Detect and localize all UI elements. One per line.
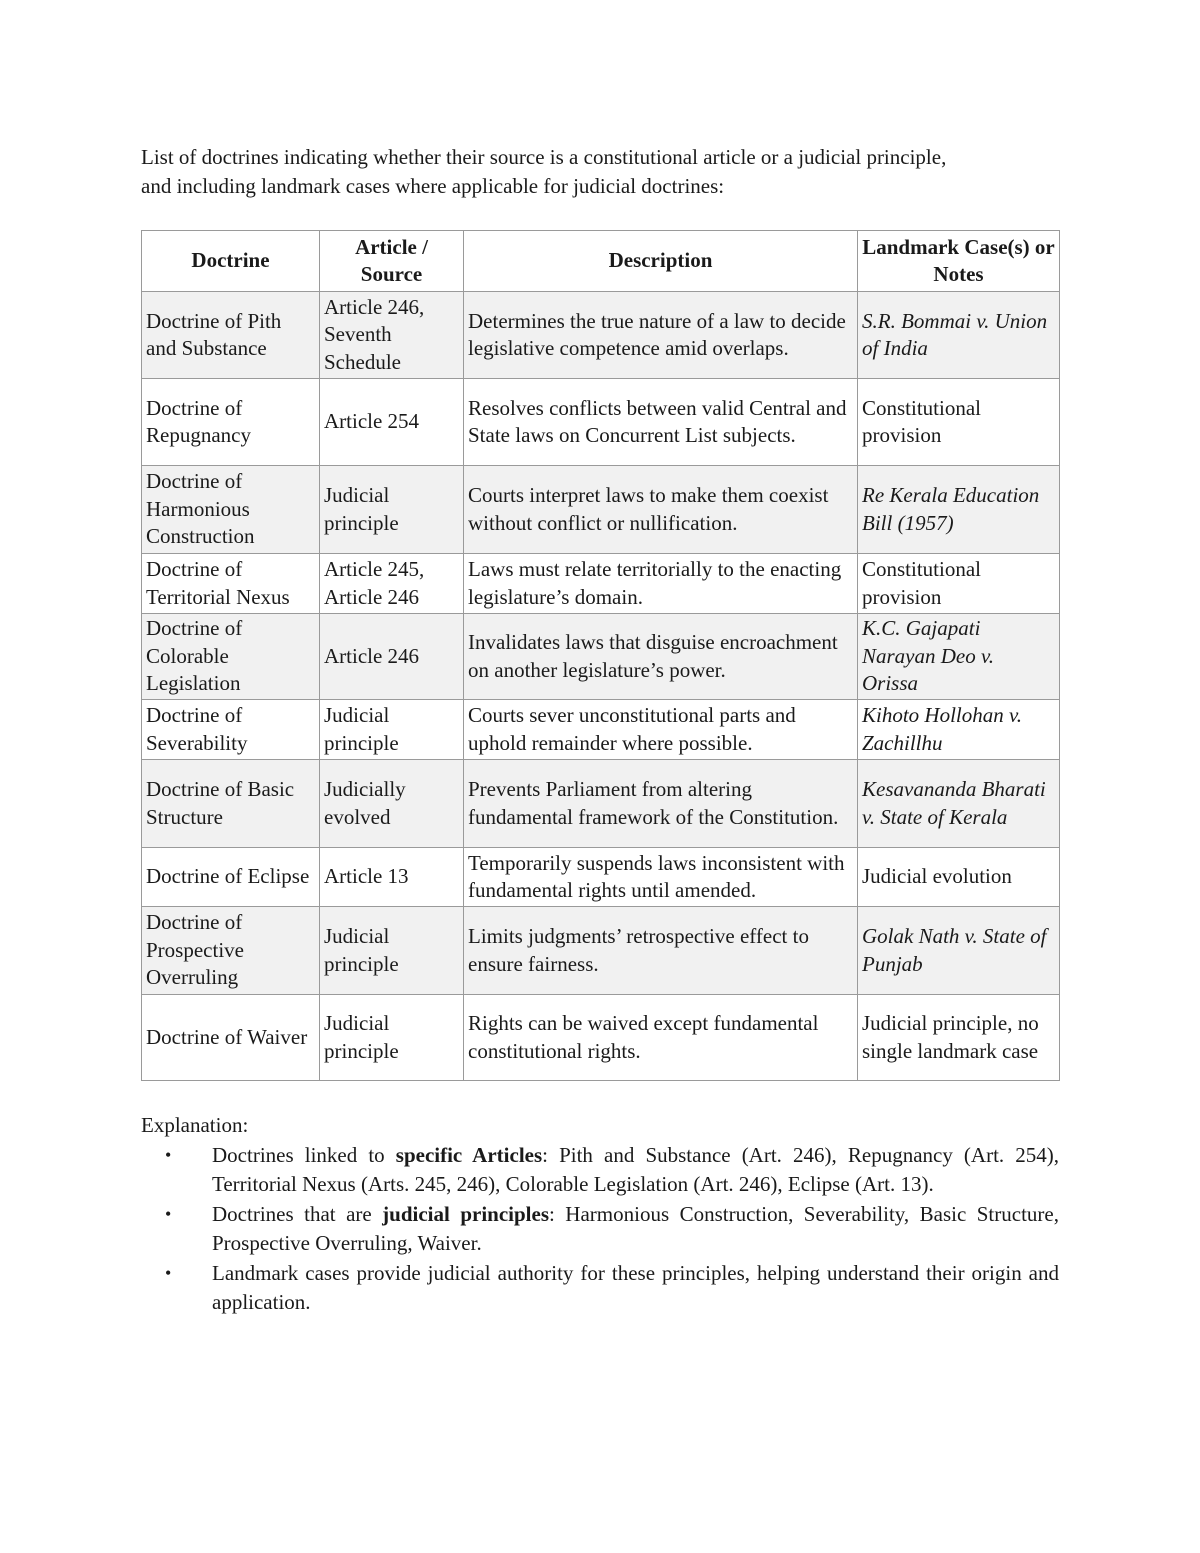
table-body — [142, 292, 1060, 1081]
table-row — [142, 292, 1060, 379]
bullet-text-continued: : Harmonious Construction, Severability, Basic Structure, Prospective Overruling, Waiver. — [212, 1201, 1059, 1255]
header-landmark-cases: Landmark Case(s) or Notes — [858, 231, 1060, 292]
table-row — [142, 760, 1060, 848]
article-cell: Article 254 — [320, 379, 464, 466]
case-cell: Re Kerala Education Bill (1957) — [858, 466, 1060, 554]
doctrine-cell: Doctrine of Pith and Substance — [142, 292, 320, 379]
bullet-icon: • — [165, 1144, 172, 1165]
bullet-icon: • — [165, 1203, 172, 1224]
case-cell: K.C. Gajapati Narayan Deo v. Orissa — [858, 614, 1060, 700]
doctrine-cell: Doctrine of Waiver — [142, 995, 320, 1081]
table-row — [142, 379, 1060, 466]
doctrine-cell: Doctrine of Harmonious Construction — [142, 466, 320, 554]
doctrine-cell: Doctrine of Eclipse — [142, 848, 320, 907]
article-cell: Judicial principle — [320, 466, 464, 554]
description-cell: Courts sever unconstitutional parts and uphold remainder where possible. — [464, 700, 858, 760]
bullet-text: Doctrines linked to — [212, 1142, 396, 1167]
doctrine-cell: Doctrine of Severability — [142, 700, 320, 760]
case-cell: Kihoto Hollohan v. Zachillhu — [858, 700, 1060, 760]
article-cell: Judicial principle — [320, 995, 464, 1081]
case-cell: Constitutional provision — [858, 554, 1060, 614]
description-cell: Resolves conflicts between valid Central and State laws on Concurrent List subjects. — [464, 379, 858, 466]
bullet-text-continued: : Pith and Substance (Art. 246), Repugnancy (Art. 254), Territorial Nexus (Arts. 245, 246), Colorable Legislation (Art. 246), Eclipse (Art. 13). — [212, 1142, 1060, 1196]
table-row — [142, 995, 1060, 1081]
table-row — [142, 700, 1060, 760]
article-cell: Article 245, Article 246 — [320, 554, 464, 614]
intro-line-1: List of doctrines indicating whether their source is a constitutional article or a judicial principle, — [141, 145, 947, 169]
case-cell: S.R. Bommai v. Union of India — [858, 292, 1060, 379]
case-cell: Constitutional provision — [858, 379, 1060, 466]
table-row — [142, 466, 1060, 554]
description-cell: Determines the true nature of a law to decide legislative competence amid overlaps. — [464, 292, 858, 379]
doctrine-cell: Doctrine of Basic Structure — [142, 760, 320, 848]
article-cell: Judicial principle — [320, 700, 464, 760]
explanation-bullet-item — [141, 1259, 1059, 1318]
case-cell: Judicial principle, no single landmark case — [858, 995, 1060, 1081]
description-cell: Temporarily suspends laws inconsistent with fundamental rights until amended. — [464, 848, 858, 907]
case-cell: Golak Nath v. State of Punjab — [858, 907, 1060, 995]
explanation-title: Explanation: — [141, 1113, 249, 1137]
doctrine-cell: Doctrine of Territorial Nexus — [142, 554, 320, 614]
explanation-bullet-item — [141, 1200, 1059, 1259]
intro-line-2: and including landmark cases where applicable for judicial doctrines: — [141, 174, 725, 198]
description-cell: Courts interpret laws to make them coexist without conflict or nullification. — [464, 466, 858, 554]
article-cell: Article 246 — [320, 614, 464, 700]
table-row — [142, 848, 1060, 907]
header-description: Description — [464, 231, 858, 292]
doctrine-cell: Doctrine of Repugnancy — [142, 379, 320, 466]
table-header-row — [142, 231, 1060, 292]
doctrines-table — [141, 230, 1060, 1081]
description-cell: Limits judgments’ retrospective effect to ensure fairness. — [464, 907, 858, 995]
doctrine-cell: Doctrine of Colorable Legislation — [142, 614, 320, 700]
doctrine-cell: Doctrine of Prospective Overruling — [142, 907, 320, 995]
article-cell: Judicial principle — [320, 907, 464, 995]
description-cell: Rights can be waived except fundamental constitutional rights. — [464, 995, 858, 1081]
explanation-list — [141, 1141, 1059, 1318]
bullet-keyword: judicial principles — [382, 1201, 549, 1226]
description-cell: Invalidates laws that disguise encroachment on another legislature’s power. — [464, 614, 858, 700]
header-doctrine: Doctrine — [142, 231, 320, 292]
table-row — [142, 614, 1060, 700]
intro-paragraph — [141, 143, 1061, 201]
description-cell: Laws must relate territorially to the enacting legislature’s domain. — [464, 554, 858, 614]
case-cell: Kesavananda Bharati v. State of Kerala — [858, 760, 1060, 848]
table-row — [142, 907, 1060, 995]
table-row — [142, 554, 1060, 614]
explanation-section — [141, 1111, 1059, 1318]
explanation-bullet-item — [141, 1141, 1059, 1200]
bullet-icon: • — [165, 1262, 172, 1283]
article-cell: Article 13 — [320, 848, 464, 907]
header-article-source: Article / Source — [320, 231, 464, 292]
article-cell: Article 246, Seventh Schedule — [320, 292, 464, 379]
article-cell: Judicially evolved — [320, 760, 464, 848]
bullet-text: Landmark cases provide judicial authority for these principles, helping understand their origin and application. — [212, 1260, 1059, 1314]
bullet-keyword: specific Articles — [395, 1142, 543, 1167]
description-cell: Prevents Parliament from altering fundamental framework of the Constitution. — [464, 760, 858, 848]
case-cell: Judicial evolution — [858, 848, 1060, 907]
bullet-text: Doctrines that are — [212, 1201, 383, 1226]
